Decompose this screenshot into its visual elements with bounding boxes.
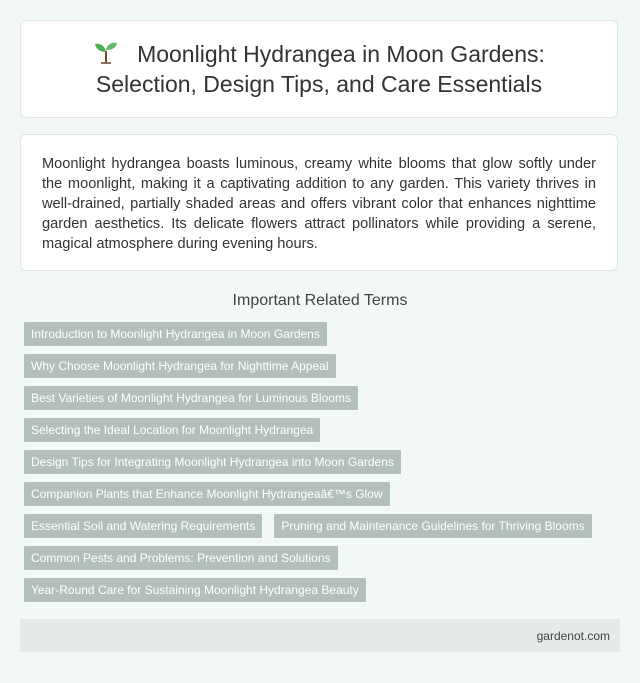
seedling-icon [93, 39, 119, 65]
summary-text: Moonlight hydrangea boasts luminous, creamy white blooms that glow softly under the moonlight, making it a captivating addition to any garden. This variety thrives in well-drained, partially shaded areas and offers vibrant color that enhances nighttime garden aesthetics. Its delicate flowers attract pollinators while providing a serene, magical atmosphere during evening hours. [42, 156, 596, 252]
related-terms-list [20, 322, 620, 610]
tag-row [20, 546, 620, 570]
tag-row [20, 322, 620, 346]
page-title [21, 39, 617, 99]
term-tag-year-round-care[interactable]: Year-Round Care for Sustaining Moonlight Hydrangea Beauty [24, 578, 366, 602]
tag-row [20, 514, 620, 538]
tag-row [20, 578, 620, 602]
term-tag-best-varieties[interactable]: Best Varieties of Moonlight Hydrangea for Luminous Blooms [24, 386, 358, 410]
footer [20, 619, 620, 652]
term-tag-design-tips[interactable]: Design Tips for Integrating Moonlight Hydrangea into Moon Gardens [24, 450, 401, 474]
tag-row [20, 482, 620, 506]
term-tag-introduction[interactable]: Introduction to Moonlight Hydrangea in Moon Gardens [24, 322, 327, 346]
tag-row [20, 450, 620, 474]
term-tag-soil-watering[interactable]: Essential Soil and Watering Requirements [24, 514, 262, 538]
term-tag-pests[interactable]: Common Pests and Problems: Prevention and Solutions [24, 546, 338, 570]
term-tag-why-choose[interactable]: Why Choose Moonlight Hydrangea for Nighttime Appeal [24, 354, 336, 378]
page-title-text: Moonlight Hydrangea in Moon Gardens: Selection, Design Tips, and Care Essentials [95, 41, 545, 97]
tag-row [20, 418, 620, 442]
summary-card [20, 134, 618, 271]
term-tag-pruning[interactable]: Pruning and Maintenance Guidelines for Thriving Blooms [274, 514, 591, 538]
header-card [20, 20, 618, 118]
terms-heading: Important Related Terms [232, 292, 408, 309]
tag-row [20, 354, 620, 378]
term-tag-companion-plants[interactable]: Companion Plants that Enhance Moonlight Hydrangeaâ€™s Glow [24, 482, 390, 506]
site-link[interactable]: gardenot.com [536, 628, 610, 643]
term-tag-selecting-location[interactable]: Selecting the Ideal Location for Moonlight Hydrangea [24, 418, 320, 442]
tag-row [20, 386, 620, 410]
